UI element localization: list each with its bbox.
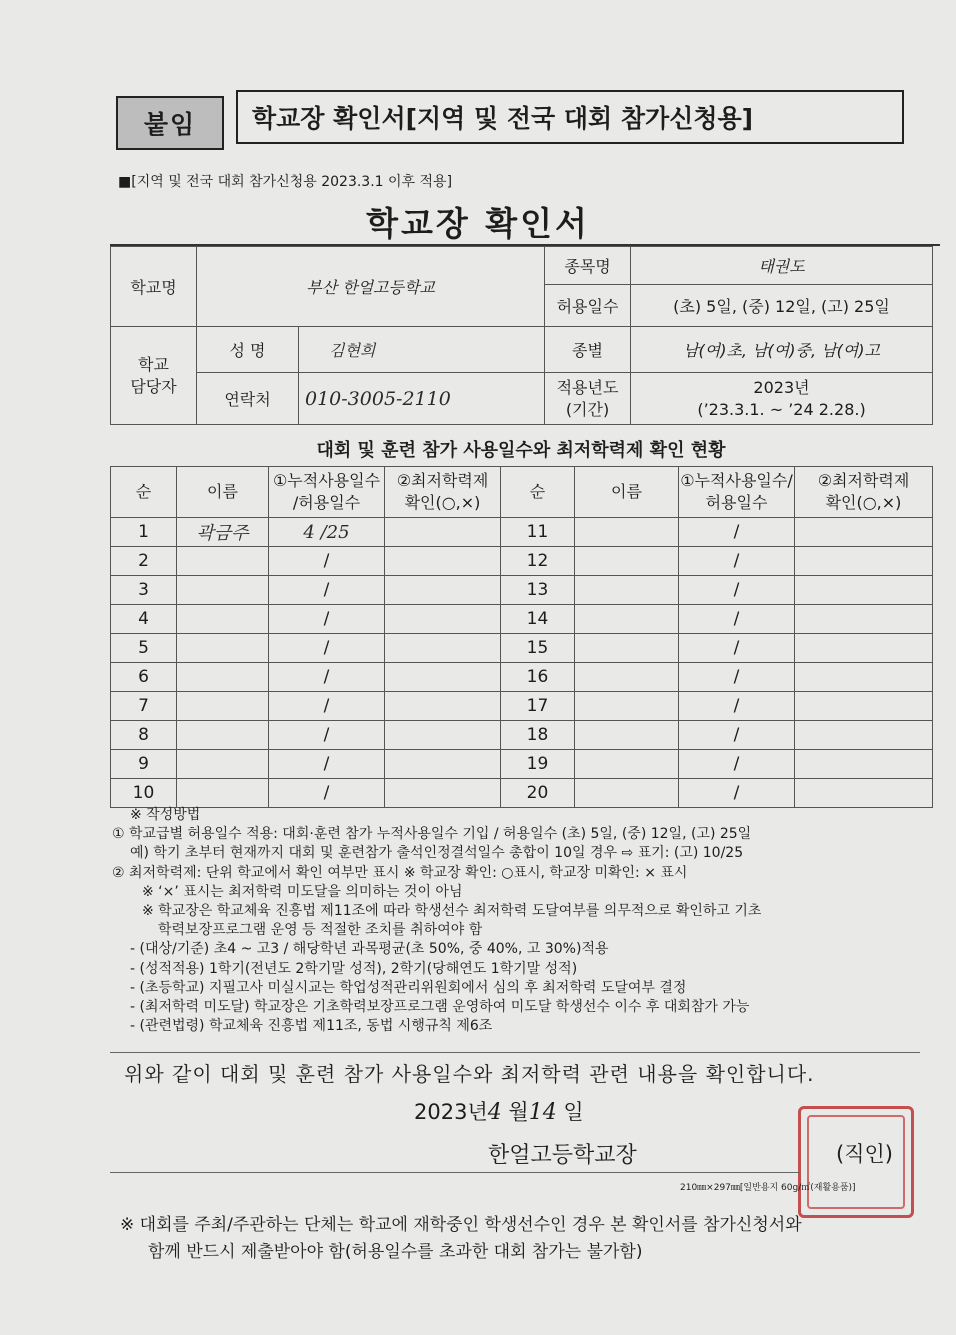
- student-name: [177, 750, 269, 779]
- school-value: 부산 한얼고등학교: [197, 247, 545, 327]
- check-mark: [795, 547, 933, 576]
- gender-value: 남(여)초, 남(여)중, 남(여)고: [631, 327, 933, 373]
- table-row: [111, 634, 933, 663]
- row-no: 6: [111, 663, 177, 692]
- row-no: 7: [111, 692, 177, 721]
- check-mark: [385, 547, 501, 576]
- year-label: 적용년도 (기간): [545, 373, 631, 425]
- check-mark: [795, 750, 933, 779]
- table-row: [111, 750, 933, 779]
- table-row: [111, 576, 933, 605]
- check-mark: [385, 518, 501, 547]
- check-mark: [795, 634, 933, 663]
- instructions: [112, 806, 932, 1036]
- student-name: [177, 663, 269, 692]
- guide-line-5: ※ 학교장은 학교체육 진흥법 제11조에 따라 학생선수 최저학력 도달여부를 의무적으로 확인하고 기초: [142, 903, 762, 920]
- contact-label: 연락처: [197, 373, 299, 425]
- date-day-label: 일: [563, 1100, 584, 1124]
- confirmation-text: 위와 같이 대회 및 훈련 참가 사용일수와 최저학력 관련 내용을 확인합니다.: [124, 1062, 815, 1086]
- date-day-value: 14: [528, 1100, 557, 1125]
- note-line-2: 함께 반드시 제출받아야 함(허용일수를 초과한 대회 참가는 불가함): [148, 1242, 643, 1262]
- row-no: 3: [111, 576, 177, 605]
- divider: [110, 1052, 920, 1053]
- usage-days: /: [679, 779, 795, 808]
- header-name: 이름: [177, 467, 269, 518]
- row-no: 2: [111, 547, 177, 576]
- header-days: ①누적사용일수 /허용일수: [269, 467, 385, 518]
- sport-label: 종목명: [545, 247, 631, 285]
- check-mark: [385, 779, 501, 808]
- guide-line-9: - (초등학교) 지필고사 미실시교는 학업성적관리위원회에서 심의 후 최저학력 도달여부 결정: [130, 979, 687, 996]
- manager-label: 학교 담당자: [111, 327, 197, 425]
- guide-line-4: ※ ‘×’ 표시는 최저학력 미도달을 의미하는 것이 아님: [142, 883, 463, 900]
- page-title: 학교장 확인서: [366, 204, 590, 243]
- guide-line-8: - (성적적용) 1학기(전년도 2학기말 성적), 2학기(당해연도 1학기말 성적): [130, 960, 578, 977]
- check-mark: [795, 663, 933, 692]
- allowed-days-label: 허용일수: [545, 285, 631, 327]
- check-mark: [795, 692, 933, 721]
- usage-days: /: [679, 605, 795, 634]
- check-mark: [795, 576, 933, 605]
- row-no: 8: [111, 721, 177, 750]
- student-name: [177, 779, 269, 808]
- student-name: [177, 721, 269, 750]
- row-no: 9: [111, 750, 177, 779]
- student-name: [177, 634, 269, 663]
- guide-line-7: - (대상/기준) 초4 ~ 고3 / 해당학년 과목평균(초 50%, 중 40%, 고 30%)적용: [130, 941, 609, 958]
- guide-line-10: - (최저학력 미도달) 학교장은 기초학력보장프로그램 운영하여 미도달 학생선수 이수 후 대회참가 가능: [130, 999, 750, 1016]
- row-no: 16: [501, 663, 575, 692]
- usage-days: /: [269, 721, 385, 750]
- table-row: [111, 779, 933, 808]
- row-no: 20: [501, 779, 575, 808]
- student-name: [177, 692, 269, 721]
- student-name: [575, 721, 679, 750]
- guide-line-2: 예) 학기 초부터 현재까지 대회 및 훈련참가 출석인정결석일수 총합이 10일 경우 ⇨ 표기: (고) 10/25: [130, 845, 744, 862]
- table-row: [111, 721, 933, 750]
- guide-line-11: - (관련법령) 학교체육 진흥법 제11조, 동법 시행규칙 제6조: [130, 1018, 493, 1035]
- period-value: (’23.3.1. ~ ’24 2.28.): [697, 399, 866, 419]
- student-name: [177, 576, 269, 605]
- student-name: [575, 605, 679, 634]
- header-name-2: 이름: [575, 467, 679, 518]
- row-no: 19: [501, 750, 575, 779]
- check-mark: [385, 605, 501, 634]
- header-no-2: 순: [501, 467, 575, 518]
- check-mark: [385, 750, 501, 779]
- guide-title: ※ 작성방법: [130, 807, 201, 823]
- date-year: 2023년: [414, 1100, 488, 1124]
- guide-line-6: 학력보장프로그램 운영 등 적절한 조치를 취하여야 함: [158, 922, 483, 939]
- student-name: [177, 605, 269, 634]
- row-no: 11: [501, 518, 575, 547]
- row-no: 18: [501, 721, 575, 750]
- student-name: [177, 547, 269, 576]
- student-name: [575, 692, 679, 721]
- usage-days: /: [679, 750, 795, 779]
- usage-days: /: [679, 663, 795, 692]
- check-mark: [385, 663, 501, 692]
- usage-days: /: [269, 779, 385, 808]
- header-check: ②최저학력제 확인(○,×): [385, 467, 501, 518]
- allowed-days-value: (초) 5일, (중) 12일, (고) 25일: [631, 285, 933, 327]
- usage-days: /: [679, 576, 795, 605]
- table-row: [111, 605, 933, 634]
- check-mark: [385, 721, 501, 750]
- header-no: 순: [111, 467, 177, 518]
- paper-spec: 210㎜×297㎜[일반용지 60g/㎡(재활용품)]: [680, 1183, 856, 1193]
- usage-days: /: [679, 721, 795, 750]
- row-no: 12: [501, 547, 575, 576]
- usage-days: /: [269, 605, 385, 634]
- table-row: [111, 547, 933, 576]
- school-label: 학교명: [111, 247, 197, 327]
- usage-days: /: [679, 634, 795, 663]
- name-label: 성 명: [197, 327, 299, 373]
- usage-table: [110, 466, 933, 808]
- usage-days: /: [269, 576, 385, 605]
- usage-days: /: [269, 692, 385, 721]
- student-name: [575, 750, 679, 779]
- check-mark: [385, 576, 501, 605]
- note-line-1: ※ 대회를 주최/주관하는 단체는 학교에 재학중인 학생선수인 경우 본 확인서를 참가신청서와: [120, 1215, 802, 1235]
- header-days-2: ①누적사용일수/ 허용일수: [679, 467, 795, 518]
- student-name: [575, 634, 679, 663]
- row-no: 1: [111, 518, 177, 547]
- submission-note: [120, 1212, 802, 1266]
- row-no: 17: [501, 692, 575, 721]
- principal-name: 한얼고등학교장: [488, 1143, 637, 1168]
- student-name: [575, 779, 679, 808]
- usage-days: /: [679, 547, 795, 576]
- date-month-label: 월: [508, 1100, 529, 1124]
- student-name: [575, 576, 679, 605]
- check-mark: [385, 692, 501, 721]
- name-value: 김현희: [299, 327, 545, 373]
- usage-days: /: [269, 547, 385, 576]
- section-title: 대회 및 훈련 참가 사용일수와 최저학력제 확인 현황: [316, 440, 726, 461]
- applicability-note: ■[지역 및 전국 대회 참가신청용 2023.3.1 이후 적용]: [118, 174, 453, 190]
- row-no: 13: [501, 576, 575, 605]
- year-cell: [631, 373, 933, 425]
- usage-days: 4 /25: [269, 518, 385, 547]
- check-mark: [795, 518, 933, 547]
- row-no: 15: [501, 634, 575, 663]
- table-row: [111, 692, 933, 721]
- form-title: 학교장 확인서[지역 및 전국 대회 참가신청용]: [236, 90, 904, 144]
- check-mark: [385, 634, 501, 663]
- seal-label: (직인): [836, 1142, 893, 1166]
- appendix-label: 붙임: [116, 96, 224, 150]
- signature-date: [414, 1096, 584, 1126]
- table-row: [111, 518, 933, 547]
- row-no: 5: [111, 634, 177, 663]
- date-month-value: 4: [487, 1100, 502, 1125]
- table-row: [111, 663, 933, 692]
- sport-value: 태권도: [631, 247, 933, 285]
- check-mark: [795, 721, 933, 750]
- guide-line-1: ① 학교급별 허용일수 적용: 대회·훈련 참가 누적사용일수 기입 / 허용일수 (초) 5일, (중) 12일, (고) 25일: [112, 826, 752, 843]
- row-no: 14: [501, 605, 575, 634]
- divider-2: [110, 1172, 800, 1173]
- row-no: 4: [111, 605, 177, 634]
- student-name: 곽금주: [177, 518, 269, 547]
- usage-days: /: [269, 663, 385, 692]
- usage-days: /: [679, 692, 795, 721]
- student-name: [575, 547, 679, 576]
- year-value: 2023년: [753, 377, 810, 397]
- check-mark: [795, 605, 933, 634]
- usage-days: /: [269, 750, 385, 779]
- usage-days: /: [269, 634, 385, 663]
- header-check-2: ②최저학력제 확인(○,×): [795, 467, 933, 518]
- student-name: [575, 518, 679, 547]
- usage-days: /: [679, 518, 795, 547]
- student-name: [575, 663, 679, 692]
- check-mark: [795, 779, 933, 808]
- guide-line-3: ② 최저학력제: 단위 학교에서 확인 여부만 표시 ※ 학교장 확인: ○표시, 학교장 미확인: × 표시: [112, 864, 688, 881]
- contact-value: 010-3005-2110: [299, 373, 545, 425]
- row-no: 10: [111, 779, 177, 808]
- info-table: [110, 246, 933, 425]
- gender-label: 종별: [545, 327, 631, 373]
